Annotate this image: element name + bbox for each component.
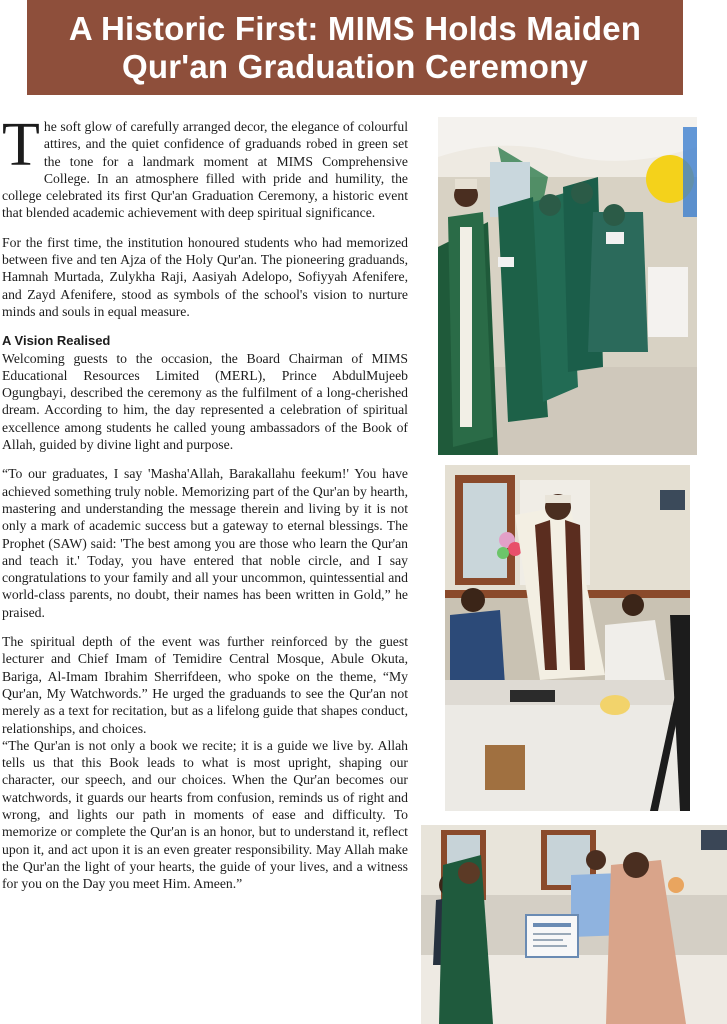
paragraph-guest-lecturer: The spiritual depth of the event was further reinforced by the guest lecturer and Chief Imam of Temidire Central Mosque, Abule Okuta, Bariga, Al-Imam Ibrahim Sherrifdeen, who spoke on the theme, “My Qur'an, My Watchwords.” He urged the graduands to see the Qur'an not merely as a text for recitation, but as a lifelong guide that shapes conduct, relationships, and choices. bbox=[2, 634, 408, 736]
paragraph-graduands: For the first time, the institution honoured students who had memorized between five and ten Ajza of the Holy Qur'an. The pioneering graduands, Hamnah Murtada, Zulykha Raji, Aasiyah Adelopo, Sofiyyah Afenifere, and Zayd Afenifere, stood as symbols of the school's vision to nurture minds and souls in equal measure. bbox=[2, 234, 408, 319]
paragraph-chairman: Welcoming guests to the occasion, the Board Chairman of MIMS Educational Resources Limited (MERL), Prince AbdulMujeeb Ogungbayi, described the ceremony as the fulfilment of a long-cherished dream. According to him, the day represented a celebration of spiritual excellence among students he called young ambassadors of the Book of Allah, guided by divine light and purpose. bbox=[2, 350, 408, 453]
headline-line-2: Qur'an Graduation Ceremony bbox=[122, 47, 588, 85]
drop-cap: T bbox=[2, 111, 40, 179]
paragraph-intro bbox=[2, 111, 408, 222]
headline-line-1: A Historic First: MIMS Holds Maiden bbox=[68, 9, 642, 47]
photo-certificate-presentation bbox=[421, 825, 727, 1024]
section-subhead: A Vision Realised bbox=[2, 333, 111, 349]
headline-banner bbox=[27, 0, 683, 95]
paragraph-imam-quote: “The Qur'an is not only a book we recite; it is a guide we live by. Allah tells us that this Book leads to what is most upright, shaping our character, our speech, and our choices. When the Qur'an becomes our watchwords, it guards our hearts from confusion, reminds us of right and wrong, and lights our path in moments of ease and difficulty. To memorize or complete the Qur'an is an honor, but to understand it, reflect upon it, and act upon it is an even greater responsibility. May Allah make the Qur'an the light of your hearts, the guide of your lives, and a witness for you on the Day you meet Him. Ameen.” bbox=[2, 737, 408, 892]
paragraph-chairman-quote: “To our graduates, I say 'Masha'Allah, Barakallahu feekum!' You have achieved something truly noble. Memorizing part of the Qur'an by hearth, mastering and understanding the message therein and living by it is not only a mark of academic success but a gateway to eternal blessings. The Prophet (SAW) said: 'The best among you are those who learn the Qur'an and teach it.' Today, you have entered that noble circle, and I say congratulations to your family and all your uncommon, quintessential and world-class parents, no doubt, their names has been written in Gold,” he praised. bbox=[2, 466, 408, 620]
photo-graduands-reciting bbox=[438, 117, 697, 455]
article-body bbox=[2, 111, 408, 904]
photo-chairman-speaking bbox=[445, 465, 690, 811]
paragraph-intro-text: he soft glow of carefully arranged decor, the elegance of colourful attires, and the quiet confidence of graduands robed in green set the tone for a landmark moment at MIMS Comprehensive College. In an atmosphere filled with pride and humility, the college celebrated its first Qur'an Graduation Ceremony, a historic event that blended academic achievement with deep spiritual significance. bbox=[2, 119, 408, 221]
